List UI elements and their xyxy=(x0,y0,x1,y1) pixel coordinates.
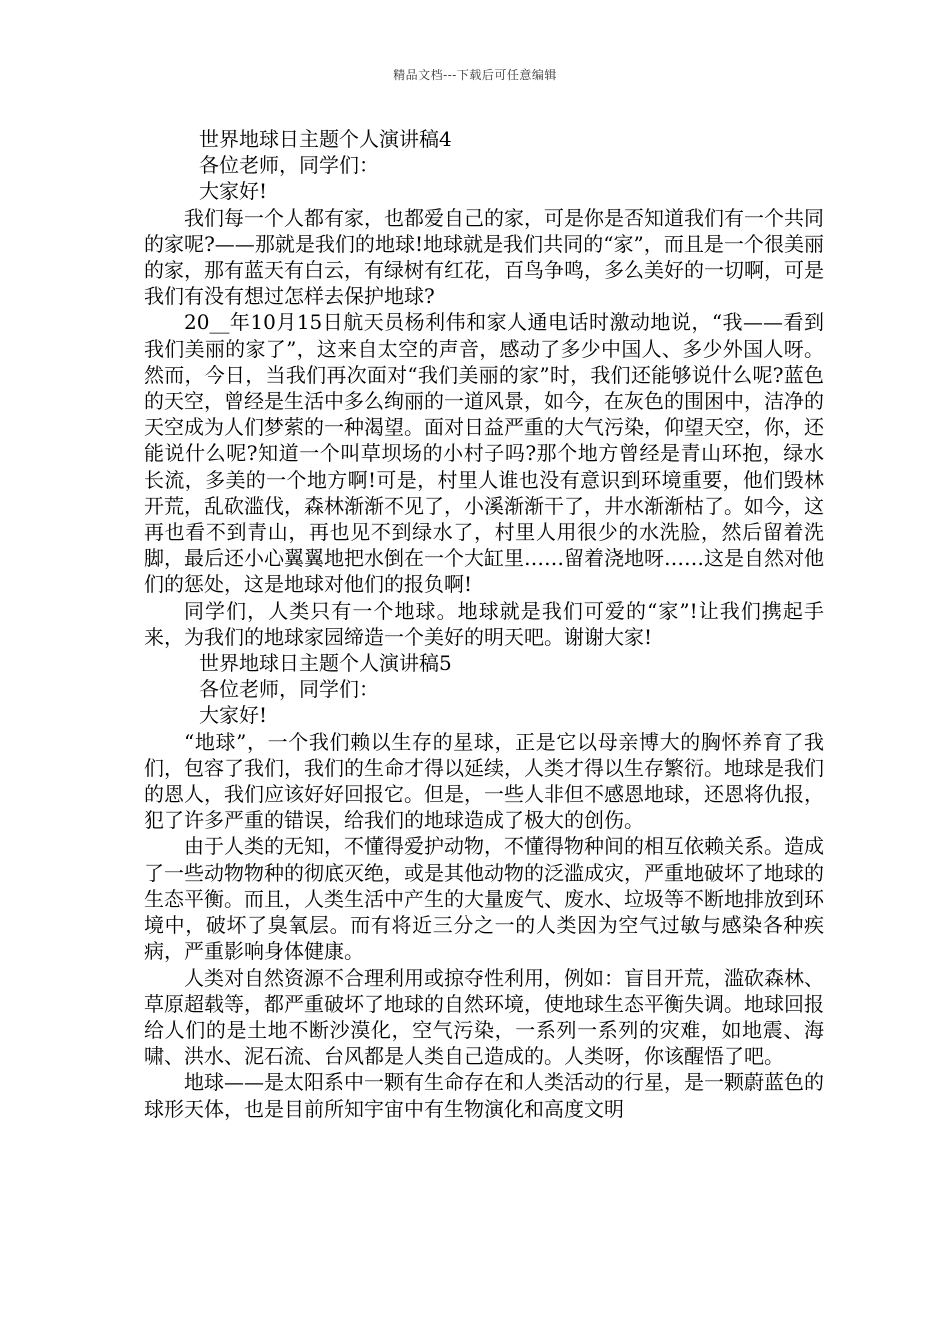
body-paragraph: 人类对自然资源不合理利用或掠夺性利用，例如：盲目开荒，滥砍森林、草原超载等，都严重破坏了地球的自然环境，使地球生态平衡失调。地球回报给人们的是土地不断沙漠化，空气污染，一系列一系列的灾难，如地震、海啸、洪水、泥石流、台风都是人类自己造成的。人类呀，你该醒悟了吧。 xyxy=(144,965,824,1069)
body-paragraph: 我们每一个人都有家，也都爱自己的家，可是你是否知道我们有一个共同的家呢?——那就是我们的地球!地球就是我们共同的“家”，而且是一个很美丽的家，那有蓝天有白云，有绿树有红花，百鸟争鸣，多么美好的一切啊，可是我们有没有想过怎样去保护地球? xyxy=(144,205,824,309)
heading-line: 大家好! xyxy=(199,179,268,204)
body-paragraph: 同学们，人类只有一个地球。地球就是我们可爱的“家”!让我们携起手来，为我们的地球家园缔造一个美好的明天吧。谢谢大家! xyxy=(144,598,824,649)
heading-line: 大家好! xyxy=(199,703,268,728)
body-paragraph: “地球”，一个我们赖以生存的星球，正是它以母亲博大的胸怀养育了我们，包容了我们，我们的生命才得以延续，人类才得以生存繁衍。地球是我们的恩人，我们应该好好回报它。但是，一些人非但不感恩地球，还恩将仇报，犯了许多严重的错误，给我们的地球造成了极大的创伤。 xyxy=(144,729,824,833)
body-paragraph: 由于人类的无知，不懂得爱护动物，不懂得物种间的相互依赖关系。造成了一些动物物种的彻底灭绝，或是其他动物的泛滥成灾，严重地破坏了地球的生态平衡。而且，人类生活中产生的大量废气、废水、垃圾等不断地排放到环境中，破坏了臭氧层。而有将近三分之一的人类因为空气过敏与感染各种疾病，严重影响身体健康。 xyxy=(144,834,824,964)
heading-line: 各位老师，同学们： xyxy=(199,153,379,178)
heading-line: 世界地球日主题个人演讲稿4 xyxy=(199,127,452,151)
heading-line: 各位老师，同学们： xyxy=(199,677,379,702)
document-body xyxy=(144,126,824,1122)
body-paragraph: 地球——是太阳系中一颗有生命存在和人类活动的行星，是一颗蔚蓝色的球形天体，也是目前所知宇宙中有生物演化和高度文明 xyxy=(144,1070,824,1121)
body-paragraph: 20__年10月15日航天员杨利伟和家人通电话时激动地说，“我——看到我们美丽的家了”，这来自太空的声音，感动了多少中国人、多少外国人呀。然而，今日，当我们再次面对“我们美丽的家”时，我们还能够说什么呢?蓝色的天空，曾经是生活中多么绚丽的一道风景，如今，在灰色的围困中，洁净的天空成为人们梦萦的一种渴望。面对日益严重的大气污染，仰望天空，你，还能说什么呢?知道一个叫草坝场的小村子吗?那个地方曾经是青山环抱，绿水长流，多美的一个地方啊!可是，村里人谁也没有意识到环境重要，他们毁林开荒，乱砍滥伐，森林渐渐不见了，小溪渐渐干了，井水渐渐枯了。如今，这再也看不到青山，再也见不到绿水了，村里人用很少的水洗脸，然后留着洗脚，最后还小心翼翼地把水倒在一个大缸里……留着浇地呀……这是自然对他们的惩处，这是地球对他们的报负啊! xyxy=(144,310,824,597)
page-header: 精品文档---下载后可任意编辑 xyxy=(393,68,557,82)
heading-line: 世界地球日主题个人演讲稿5 xyxy=(199,651,452,676)
